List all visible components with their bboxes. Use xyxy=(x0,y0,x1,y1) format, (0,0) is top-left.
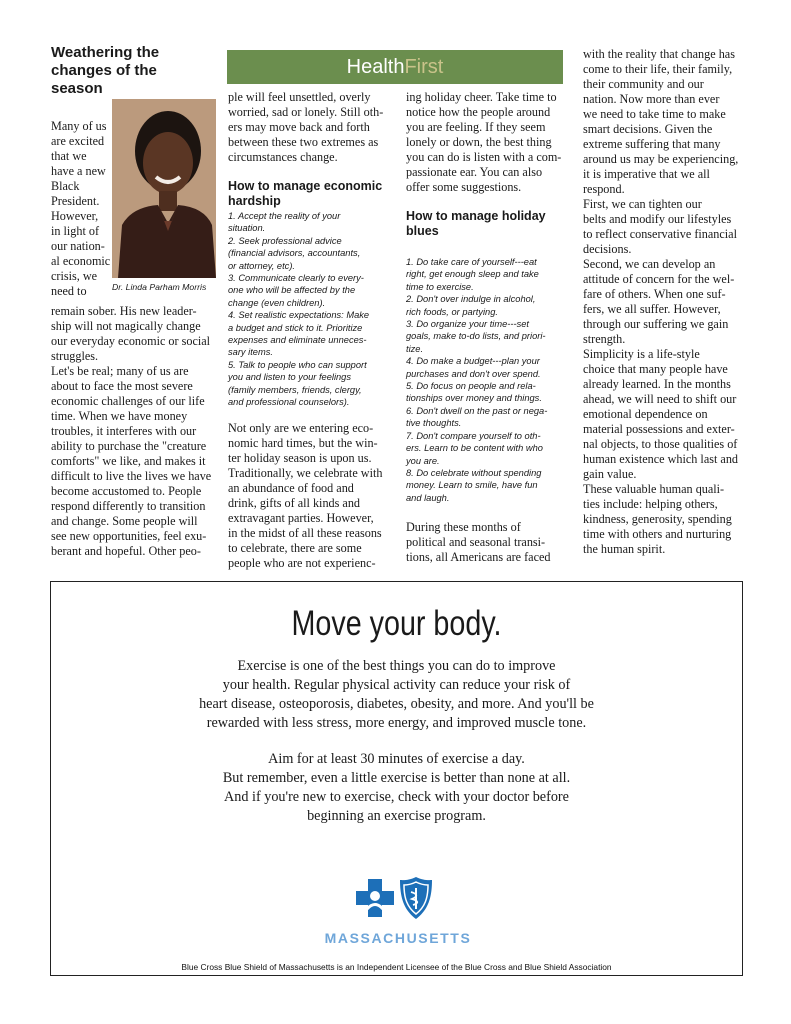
ad-headline: Move your body. xyxy=(291,604,502,643)
text-line: 2. Don't over indulge in alcohol, xyxy=(406,294,536,305)
column2-top xyxy=(228,90,383,165)
text-line: Not only are we entering eco- xyxy=(228,421,374,435)
title-line: season xyxy=(51,80,103,97)
text-line: Traditionally, we celebrate with xyxy=(228,466,383,480)
text-line: have a new xyxy=(51,164,106,178)
text-line: our everyday economic or social xyxy=(51,334,211,348)
text-line: a budget and stick to it. Prioritize xyxy=(228,322,363,333)
text-line: time. When we have money xyxy=(51,409,188,423)
holiday-heading xyxy=(406,209,546,239)
title-line: Weathering the xyxy=(51,44,160,61)
text-line: ers may move back and forth xyxy=(228,120,370,134)
text-line: with the reality that change has xyxy=(583,47,735,61)
text-line: we need to take time to make xyxy=(583,107,726,121)
text-line: become accustomed to. People xyxy=(51,484,202,498)
text-line: in light of xyxy=(51,224,100,238)
text-line: Let's be real; many of us are xyxy=(51,364,189,378)
text-line: Many of us xyxy=(51,119,107,133)
text-line: 1. Do take care of yourself---eat xyxy=(406,257,537,267)
text-line: their community and our xyxy=(583,77,704,91)
blue-shield-logo-icon xyxy=(398,876,434,925)
text-line: ter holiday season is upon us. xyxy=(228,451,372,465)
text-line: sary items. xyxy=(228,347,273,358)
photo-caption: Dr. Linda Parham Morris xyxy=(112,282,207,292)
text-line: circumstances change. xyxy=(228,150,338,164)
text-line: worried, sad or lonely. Still oth- xyxy=(228,105,384,119)
text-line: money. Learn to smile, have fun xyxy=(406,480,538,491)
text-line: and laugh. xyxy=(406,492,450,503)
text-line: attitude of concern for the wel- xyxy=(583,272,735,286)
column3-top xyxy=(406,90,561,195)
text-line: decisions. xyxy=(583,242,632,256)
text-line: troubles, it interferes with our xyxy=(51,424,197,438)
text-line: tions, all Americans are faced xyxy=(406,550,551,564)
author-portrait-image xyxy=(112,99,216,278)
text-line: How to manage economic xyxy=(228,179,383,193)
text-line: remain sober. His new leader- xyxy=(51,304,197,318)
text-line: ship will not magically change xyxy=(51,319,201,333)
text-line: nation. Now more than ever xyxy=(583,92,720,106)
text-line: 3. Do organize your time---set xyxy=(406,319,529,330)
blue-cross-logo-icon xyxy=(355,878,395,923)
text-line: passionate ear. You can also xyxy=(406,165,543,179)
text-line: comforts" we like, and makes it xyxy=(51,454,206,468)
text-line: Exercise is one of the best things you can do to improve xyxy=(237,658,556,674)
text-line: These valuable human quali- xyxy=(583,482,725,496)
text-line: strength. xyxy=(583,332,626,346)
text-line: 1. Accept the reality of your xyxy=(228,211,341,221)
text-line: respond. xyxy=(583,182,625,196)
text-line: situation. xyxy=(228,223,266,234)
text-line: you are. xyxy=(406,455,440,466)
text-line: Black xyxy=(51,179,80,193)
text-line: in the midst of all these reasons xyxy=(228,526,382,540)
title-line: changes of the xyxy=(51,62,157,79)
text-line: blues xyxy=(406,224,439,238)
text-line: to reflect conservative financial xyxy=(583,227,737,241)
text-line: an abundance of food and xyxy=(228,481,354,495)
text-line: around us may be experiencing, xyxy=(583,152,739,166)
text-line: offer some suggestions. xyxy=(406,180,522,194)
text-line: 2. Seek professional advice xyxy=(228,235,342,246)
text-line: to celebrate, there are some xyxy=(228,541,362,555)
text-line: respond differently to transition xyxy=(51,499,206,513)
text-line: However, xyxy=(51,209,99,223)
text-line: come to their life, their family, xyxy=(583,62,733,76)
text-line: 3. Communicate clearly to every- xyxy=(228,273,364,284)
text-line: goals, make to-do lists, and priori- xyxy=(406,331,546,342)
text-line: 4. Set realistic expectations: Make xyxy=(228,310,370,321)
text-line: gain value. xyxy=(583,467,637,481)
text-line: or attorney, etc). xyxy=(228,260,295,271)
text-line: 6. Don't dwell on the past or nega- xyxy=(406,405,548,416)
text-line: 4. Do make a budget---plan your xyxy=(406,356,540,367)
text-line: extravagant parties. However, xyxy=(228,511,374,525)
text-line: crisis, we xyxy=(51,269,98,283)
text-line: Second, we can develop an xyxy=(583,257,716,271)
text-line: During these months of xyxy=(406,520,521,534)
text-line: beginning an exercise program. xyxy=(307,808,486,824)
column1-body xyxy=(51,304,211,559)
text-line: already learned. In the months xyxy=(583,377,731,391)
text-line: 5. Do focus on people and rela- xyxy=(406,381,536,392)
text-line: Simplicity is a life-style xyxy=(583,347,700,361)
text-line: that we xyxy=(51,149,87,163)
text-line: smart decisions. Given the xyxy=(583,122,713,136)
healthfirst-banner xyxy=(227,50,563,84)
text-line: struggles. xyxy=(51,349,99,363)
text-line: our nation- xyxy=(51,239,105,253)
text-line: But remember, even a little exercise is better than none at all. xyxy=(222,770,571,786)
text-line: and professional counselors). xyxy=(228,397,350,408)
text-line: (family members, friends, clergy, xyxy=(228,384,362,395)
text-line: emotional dependence on xyxy=(583,407,708,421)
text-line: rich foods, or partying. xyxy=(406,306,498,317)
text-line: you are feeling. If they seem xyxy=(406,120,546,134)
text-line: ple will feel unsettled, overly xyxy=(228,90,371,104)
text-line: And if you're new to exercise, check with your doctor before xyxy=(224,789,569,805)
text-line: al economic xyxy=(51,254,111,268)
text-line: time to exercise. xyxy=(406,281,474,292)
text-line: nal objects, to those qualities of xyxy=(583,437,738,451)
text-line: heart disease, osteoporosis, diabetes, obesity, and more. And you'll be xyxy=(199,696,594,712)
text-line: about to face the most severe xyxy=(51,379,193,393)
economic-list xyxy=(228,210,369,409)
text-line: fare of others. When one suf- xyxy=(583,287,726,301)
text-line: material possessions and exter- xyxy=(583,422,735,436)
text-line: 7. Don't compare yourself to oth- xyxy=(406,430,541,441)
column3-bottom xyxy=(406,520,551,565)
text-line: it is imperative that we all xyxy=(583,167,710,181)
text-line: (financial advisors, accountants, xyxy=(228,248,361,259)
logo-text: MASSACHUSETTS xyxy=(324,930,472,946)
text-line: people who are not experienc- xyxy=(228,556,376,570)
text-line: President. xyxy=(51,194,100,208)
banner-title-first: First xyxy=(404,56,444,78)
text-line: lonely or down, the best thing xyxy=(406,135,552,149)
text-line: are excited xyxy=(51,134,105,148)
text-line: kindness, generosity, spending xyxy=(583,512,732,526)
text-line: tize. xyxy=(406,343,424,354)
text-line: 8. Do celebrate without spending xyxy=(406,467,542,478)
text-line: your health. Regular physical activity can reduce your risk of xyxy=(222,677,571,693)
text-line: choice that many people have xyxy=(583,362,728,376)
text-line: berant and hopeful. Other peo- xyxy=(51,544,201,558)
text-line: you can do is listen with a com- xyxy=(406,150,562,164)
text-line: How to manage holiday xyxy=(406,209,546,223)
column2-bottom xyxy=(228,421,382,571)
text-line: fers, we all suffer. However, xyxy=(583,302,721,316)
text-line: expenses and eliminate unneces- xyxy=(228,335,367,346)
text-line: change (even children). xyxy=(228,297,326,308)
banner-title-health: Health xyxy=(346,56,405,78)
text-line: ability to purchase the "creature xyxy=(51,439,207,453)
text-line: belts and modify our lifestyles xyxy=(583,212,732,226)
text-line: between these two extremes as xyxy=(228,135,379,149)
text-line: time with others and nurturing xyxy=(583,527,732,541)
text-line: Aim for at least 30 minutes of exercise a day. xyxy=(268,751,525,767)
text-line: 5. Talk to people who can support xyxy=(228,359,367,370)
text-line: purchases and don't over spend. xyxy=(406,368,541,379)
text-line: extreme suffering that many xyxy=(583,137,721,151)
author-photo xyxy=(112,99,216,278)
ad-paragraph-1 xyxy=(50,657,743,733)
text-line: tive thoughts. xyxy=(406,418,462,429)
text-line: human existence which last and xyxy=(583,452,739,466)
text-line: notice how the people around xyxy=(406,105,551,119)
economic-heading xyxy=(228,179,382,209)
column4 xyxy=(583,47,738,557)
text-line: need to xyxy=(51,284,87,298)
text-line: First, we can tighten our xyxy=(583,197,702,211)
holiday-list xyxy=(406,256,547,504)
text-line: the human spirit. xyxy=(583,542,666,556)
text-line: tionships over money and things. xyxy=(406,393,542,404)
text-line: ers. Learn to be content with who xyxy=(406,443,543,454)
text-line: hardship xyxy=(228,194,281,208)
text-line: see new opportunities, feel exu- xyxy=(51,529,207,543)
text-line: ahead, we will need to shift our xyxy=(583,392,737,406)
text-line: one who will be affected by the xyxy=(228,285,356,296)
text-line: rewarded with less stress, more energy, and improved muscle tone. xyxy=(206,715,587,731)
text-line: drink, gifts of all kinds and xyxy=(228,496,361,510)
text-line: and change. Some people will xyxy=(51,514,198,528)
ad-footer-disclaimer: Blue Cross Blue Shield of Massachusetts is an Independent Licensee of the Blue Cross and Blue Shield Association xyxy=(181,962,612,972)
text-line: ties include: helping others, xyxy=(583,497,718,511)
text-line: ing holiday cheer. Take time to xyxy=(406,90,557,104)
text-line: nomic hard times, but the win- xyxy=(228,436,378,450)
text-line: economic challenges of our life xyxy=(51,394,205,408)
column1-intro xyxy=(51,119,110,299)
text-line: difficult to live the lives we have xyxy=(51,469,212,483)
text-line: you and listen to your feelings xyxy=(228,372,352,383)
text-line: right, get enough sleep and take xyxy=(406,269,539,280)
ad-paragraph-2 xyxy=(50,750,743,826)
text-line: through our suffering we gain xyxy=(583,317,729,331)
article-title xyxy=(51,44,159,98)
text-line: political and seasonal transi- xyxy=(406,535,546,549)
